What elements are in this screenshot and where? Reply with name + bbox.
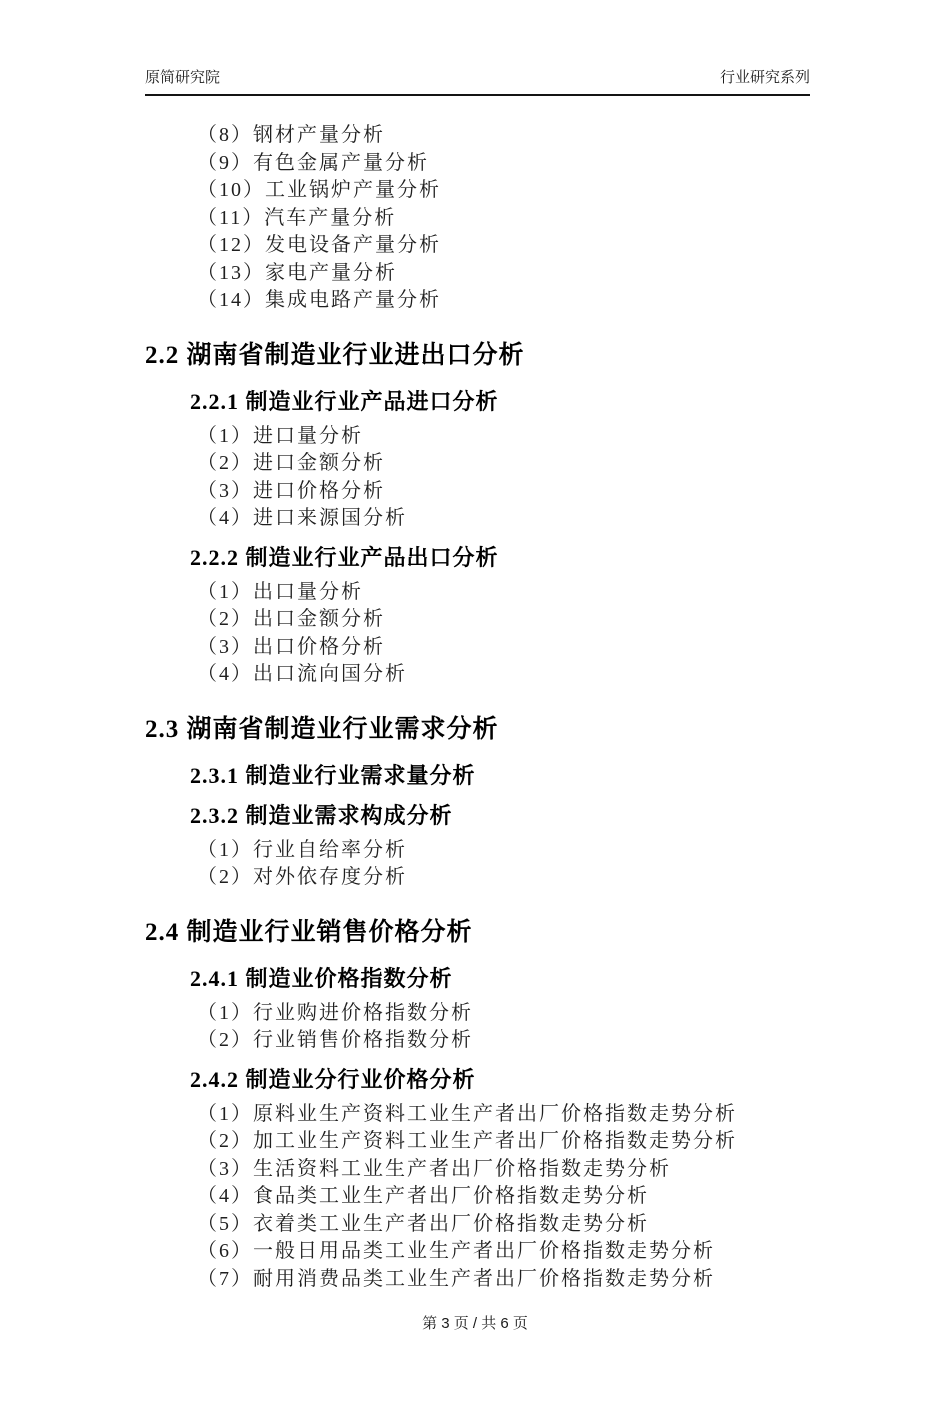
toc-item: （7）耐用消费品类工业生产者出厂价格指数走势分析 bbox=[197, 1267, 715, 1290]
toc-item: （1）行业自给率分析 bbox=[197, 838, 407, 861]
toc-item: （6）一般日用品类工业生产者出厂价格指数走势分析 bbox=[197, 1240, 715, 1262]
toc-heading: 2.2.2 制造业行业产品出口分析 bbox=[190, 544, 499, 570]
toc-list bbox=[145, 122, 810, 1293]
page-number: 第 3 页 / 共 6 页 bbox=[422, 1315, 528, 1332]
toc-item: （1）进口量分析 bbox=[197, 424, 363, 447]
toc-heading: 2.3.1 制造业行业需求量分析 bbox=[190, 762, 476, 788]
toc-item: （4）食品类工业生产者出厂价格指数走势分析 bbox=[197, 1185, 649, 1207]
toc-heading: 2.4 制造业行业销售价格分析 bbox=[145, 918, 473, 946]
toc-item: （14）集成电路产量分析 bbox=[197, 289, 441, 311]
toc-item: （11）汽车产量分析 bbox=[197, 206, 397, 229]
page-header bbox=[145, 66, 810, 96]
toc-item: （9）有色金属产量分析 bbox=[197, 151, 429, 174]
toc-item: （10）工业锅炉产量分析 bbox=[197, 179, 441, 201]
toc-item: （3）生活资料工业生产者出厂价格指数走势分析 bbox=[197, 1157, 671, 1180]
toc-item: （3）进口价格分析 bbox=[197, 479, 385, 502]
toc-item: （2）出口金额分析 bbox=[197, 608, 385, 630]
toc-item: （4）出口流向国分析 bbox=[197, 663, 407, 685]
header-right-series-name: 行业研究系列 bbox=[719, 69, 810, 86]
toc-item: （1）原料业生产资料工业生产者出厂价格指数走势分析 bbox=[197, 1102, 737, 1125]
toc-item: （1）行业购进价格指数分析 bbox=[197, 1001, 473, 1024]
toc-heading: 2.3.2 制造业需求构成分析 bbox=[190, 802, 453, 828]
toc-item: （5）衣着类工业生产者出厂价格指数走势分析 bbox=[197, 1212, 649, 1235]
toc-heading: 2.4.1 制造业价格指数分析 bbox=[190, 965, 453, 991]
toc-item: （3）出口价格分析 bbox=[197, 635, 385, 658]
toc-item: （1）出口量分析 bbox=[197, 580, 363, 603]
toc-item: （13）家电产量分析 bbox=[197, 261, 397, 284]
toc-item: （2）行业销售价格指数分析 bbox=[197, 1029, 473, 1051]
toc-heading: 2.4.2 制造业分行业价格分析 bbox=[190, 1066, 476, 1092]
toc-item: （2）对外依存度分析 bbox=[197, 866, 407, 888]
toc-item: （4）进口来源国分析 bbox=[197, 507, 407, 529]
header-left-org-name: 原简研究院 bbox=[145, 69, 221, 86]
toc-item: （12）发电设备产量分析 bbox=[197, 234, 441, 256]
toc-item: （2）加工业生产资料工业生产者出厂价格指数走势分析 bbox=[197, 1130, 737, 1152]
toc-item: （2）进口金额分析 bbox=[197, 452, 385, 474]
toc-heading: 2.2.1 制造业行业产品进口分析 bbox=[190, 388, 499, 414]
toc-item: （8）钢材产量分析 bbox=[197, 124, 385, 146]
toc-heading: 2.2 湖南省制造业行业进出口分析 bbox=[145, 341, 525, 369]
toc-heading: 2.3 湖南省制造业行业需求分析 bbox=[145, 715, 499, 743]
